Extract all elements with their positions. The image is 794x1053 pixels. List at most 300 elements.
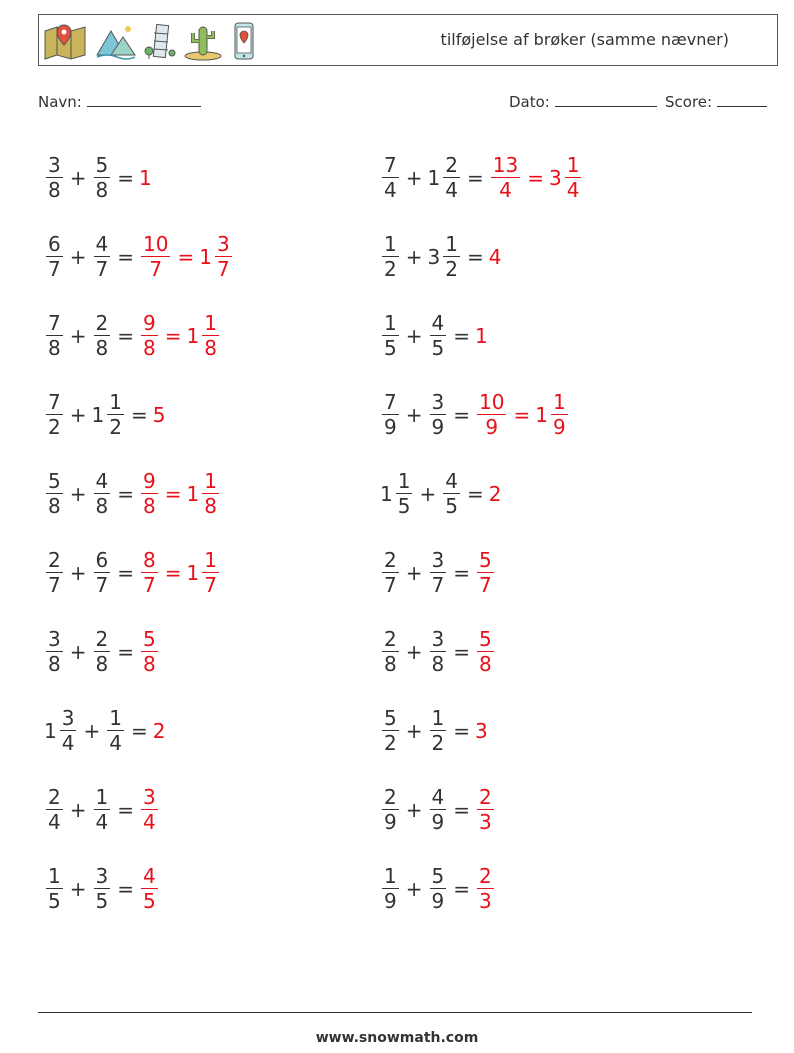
header-icons [43,19,259,63]
problem-row [380,375,583,454]
map-pin-icon [43,21,89,61]
problem-row [380,296,583,375]
numerator: 1 [109,705,122,730]
denominator: 4 [48,810,61,835]
operand [92,864,113,914]
fraction [430,706,447,756]
answer-term [139,548,160,598]
denominator: 5 [445,494,458,519]
problem-row [44,296,234,375]
operand [44,864,65,914]
operand [44,311,65,361]
denominator: 4 [109,731,122,756]
operand [428,153,462,203]
numerator: 2 [479,863,492,888]
numerator: 1 [552,389,566,414]
fraction [202,548,219,598]
whole-number: 1 [380,481,393,506]
denominator: 8 [48,336,61,361]
fraction [46,153,63,203]
numerator: 1 [204,310,217,335]
numerator: 3 [431,626,445,651]
denominator: 5 [48,889,61,914]
denominator: 7 [431,573,445,598]
plus-sign: + [83,718,101,743]
fraction [141,469,158,519]
numerator: 7 [48,389,61,414]
fraction [94,469,111,519]
denominator: 5 [384,336,397,361]
whole-number: 5 [152,402,166,427]
denominator: 8 [384,652,397,677]
fraction [46,785,63,835]
numerator: 1 [48,863,61,888]
denominator: 8 [204,494,217,519]
fraction [491,153,520,203]
denominator: 8 [143,652,156,677]
cactus-icon [183,21,223,61]
problem-row [380,217,583,296]
answer-term [489,153,522,203]
numerator: 13 [492,152,519,177]
footer-url: www.snowmath.com [315,1030,479,1046]
numerator: 9 [143,310,156,335]
numerator: 10 [143,231,169,256]
answer-term [139,864,160,914]
whole-number: 4 [488,244,502,269]
fraction [94,627,111,677]
fraction [396,469,413,519]
phone-location-icon [229,21,259,61]
denominator: 4 [61,731,75,756]
operand [428,390,449,440]
numerator: 1 [431,705,445,730]
fraction [443,469,460,519]
numerator: 4 [431,310,445,335]
equals-sign: = [117,797,134,822]
denominator: 3 [479,810,492,835]
whole-number: 1 [186,481,200,506]
numerator: 2 [384,626,397,651]
denominator: 8 [204,336,217,361]
numerator: 2 [479,784,492,809]
fraction [551,390,568,440]
operand [380,232,401,282]
numerator: 1 [566,152,580,177]
fraction [107,706,124,756]
denominator: 9 [552,415,566,440]
answer-term [139,627,160,677]
fraction [60,706,77,756]
denominator: 7 [204,573,217,598]
numerator: 5 [143,626,156,651]
problems-left-column [44,138,234,928]
plus-sign: + [405,876,423,901]
answer-term [187,469,221,519]
date-label: Dato: [509,93,550,111]
answer-term [139,232,172,282]
numerator: 3 [431,389,445,414]
problem-row [44,849,234,928]
fraction [141,864,158,914]
whole-number: 3 [475,718,488,743]
fraction [477,390,506,440]
numerator: 2 [445,152,458,177]
equals-sign: = [513,402,531,427]
fraction [46,232,63,282]
problem-row [380,691,583,770]
fraction [430,311,447,361]
answer-term [153,719,166,743]
numerator: 2 [384,547,397,572]
denominator: 7 [384,573,397,598]
denominator: 8 [143,336,156,361]
plus-sign: + [69,402,87,427]
equals-sign: = [453,560,470,585]
numerator: 1 [95,784,109,809]
fraction [94,232,111,282]
numerator: 5 [431,863,445,888]
denominator: 4 [445,178,458,203]
answer-term [187,311,221,361]
fraction [477,785,494,835]
equals-sign: = [453,876,470,901]
plus-sign: + [69,639,87,664]
numerator: 1 [204,547,217,572]
footer-divider [38,1012,752,1013]
numerator: 1 [384,231,397,256]
answer-term [475,390,508,440]
operand [441,469,462,519]
plus-sign: + [405,402,423,427]
equals-sign: = [117,244,134,269]
answer-term [549,153,583,203]
fraction [46,548,63,598]
numerator: 6 [95,547,109,572]
plus-sign: + [69,560,87,585]
denominator: 3 [479,889,492,914]
operand [380,706,401,756]
equals-sign: = [466,165,484,190]
numerator: 4 [143,863,156,888]
fraction [382,390,399,440]
whole-number: 1 [199,244,212,269]
problems-right-column [380,138,583,928]
operand [44,627,65,677]
plus-sign: + [405,323,423,348]
denominator: 9 [384,889,397,914]
fraction [94,153,111,203]
fraction [382,232,399,282]
numerator: 2 [95,626,109,651]
denominator: 8 [95,336,109,361]
numerator: 3 [48,626,61,651]
answer-term [475,719,488,743]
answer-term [187,548,221,598]
denominator: 4 [95,810,109,835]
operand [380,311,401,361]
equals-sign: = [117,639,134,664]
problem-row [44,454,234,533]
operand [428,627,449,677]
fraction [430,390,447,440]
whole-number: 1 [186,323,200,348]
problem-row [44,217,234,296]
denominator: 2 [384,257,397,282]
operand [44,390,65,440]
numerator: 9 [143,468,156,493]
operand [380,864,401,914]
whole-number: 1 [139,165,152,190]
operand [428,232,462,282]
whole-number: 2 [488,481,502,506]
denominator: 8 [48,178,61,203]
denominator: 8 [95,178,109,203]
denominator: 7 [95,257,109,282]
fraction [94,548,111,598]
answer-term [535,390,569,440]
fraction [107,390,124,440]
numerator: 2 [95,310,109,335]
leaning-tower-icon [143,21,177,61]
fraction [382,627,399,677]
equals-sign: = [453,323,470,348]
operand [92,232,113,282]
denominator: 7 [216,257,230,282]
operand [92,311,113,361]
equals-sign: = [466,481,484,506]
name-field [38,92,201,111]
denominator: 8 [143,494,156,519]
denominator: 7 [48,573,61,598]
fraction [430,627,447,677]
answer-term [199,232,233,282]
answer-term [489,482,502,506]
operand [92,469,113,519]
problem-row [380,454,583,533]
operand [44,153,65,203]
denominator: 8 [479,652,492,677]
plus-sign: + [419,481,437,506]
operand [105,706,126,756]
numerator: 5 [48,468,61,493]
operand [44,706,78,756]
operand [380,627,401,677]
operand [92,548,113,598]
fraction [477,627,494,677]
numerator: 1 [397,468,411,493]
operand [428,311,449,361]
fraction [141,311,158,361]
operand [92,153,113,203]
fraction [477,548,494,598]
equals-sign: = [117,323,134,348]
answer-term [475,324,488,348]
fraction [46,390,63,440]
fraction [215,232,232,282]
operand [44,232,65,282]
equals-sign: = [466,244,484,269]
fraction [46,864,63,914]
equals-sign: = [117,481,134,506]
numerator: 3 [95,863,109,888]
fraction [430,864,447,914]
numerator: 7 [384,389,397,414]
fraction [382,864,399,914]
operand [44,469,65,519]
whole-number: 1 [535,402,548,427]
plus-sign: + [69,481,87,506]
denominator: 9 [384,810,397,835]
problem-row [44,770,234,849]
equals-sign: = [117,560,134,585]
numerator: 5 [479,547,492,572]
equals-sign: = [453,402,470,427]
numerator: 5 [95,152,109,177]
problem-row [44,138,234,217]
numerator: 3 [61,705,75,730]
denominator: 5 [143,889,156,914]
answer-term [153,403,166,427]
numerator: 2 [48,547,61,572]
fraction [141,785,158,835]
equals-sign: = [453,639,470,664]
numerator: 6 [48,231,61,256]
denominator: 9 [384,415,397,440]
numerator: 3 [216,231,230,256]
fraction [382,785,399,835]
problem-row [380,612,583,691]
denominator: 7 [143,573,156,598]
equals-sign: = [164,323,182,348]
name-blank[interactable] [87,92,201,107]
score-blank[interactable] [717,92,767,107]
numerator: 7 [384,152,397,177]
fraction [382,311,399,361]
denominator: 9 [431,889,445,914]
numerator: 1 [384,863,397,888]
equals-sign: = [453,797,470,822]
whole-number: 2 [152,718,166,743]
fraction [94,785,111,835]
whole-number: 1 [91,402,105,427]
denominator: 2 [445,257,458,282]
whole-number: 1 [186,560,200,585]
denominator: 4 [566,178,580,203]
operand [380,469,414,519]
plus-sign: + [405,639,423,664]
fraction [46,311,63,361]
denominator: 8 [48,652,61,677]
operand [44,548,65,598]
answer-term [489,245,502,269]
operand [428,785,449,835]
fraction [430,548,447,598]
numerator: 5 [479,626,492,651]
denominator: 7 [48,257,61,282]
equals-sign: = [130,718,148,743]
fraction [141,548,158,598]
equals-sign: = [164,481,182,506]
numerator: 4 [445,468,458,493]
operand [428,548,449,598]
equals-sign: = [527,165,544,190]
denominator: 8 [431,652,445,677]
problem-row [44,612,234,691]
fraction [430,785,447,835]
fraction [46,469,63,519]
whole-number: 1 [427,165,441,190]
denominator: 7 [149,257,163,282]
denominator: 8 [48,494,61,519]
plus-sign: + [405,244,423,269]
denominator: 2 [384,731,397,756]
denominator: 2 [48,415,61,440]
numerator: 4 [431,784,445,809]
plus-sign: + [69,165,87,190]
denominator: 9 [431,415,445,440]
problem-row [44,375,234,454]
denominator: 4 [499,178,512,203]
date-field [509,92,657,111]
operand [92,390,126,440]
date-blank[interactable] [555,92,657,107]
equals-sign: = [164,560,182,585]
plus-sign: + [69,244,87,269]
equals-sign: = [117,876,134,901]
denominator: 8 [95,494,109,519]
plus-sign: + [69,876,87,901]
denominator: 7 [479,573,492,598]
plus-sign: + [405,718,423,743]
numerator: 5 [384,705,397,730]
numerator: 4 [95,468,109,493]
problem-row [380,849,583,928]
problem-row [380,533,583,612]
denominator: 9 [485,415,499,440]
denominator: 9 [431,810,445,835]
score-label: Score: [665,93,713,111]
numerator: 3 [431,547,445,572]
denominator: 5 [431,336,445,361]
answer-term [475,864,496,914]
denominator: 7 [95,573,109,598]
fraction [382,706,399,756]
fraction [141,232,170,282]
operand [92,627,113,677]
answer-term [475,548,496,598]
answer-term [475,785,496,835]
numerator: 2 [384,784,397,809]
numerator: 3 [143,784,156,809]
plus-sign: + [405,797,423,822]
fraction [382,153,399,203]
numerator: 8 [143,547,156,572]
plus-sign: + [405,560,423,585]
numerator: 1 [109,389,122,414]
fraction [202,311,219,361]
fraction [477,864,494,914]
denominator: 4 [143,810,156,835]
fraction [443,232,460,282]
operand [44,785,65,835]
operand [380,785,401,835]
numerator: 1 [204,468,217,493]
fraction [94,311,111,361]
denominator: 4 [384,178,397,203]
answer-term [139,311,160,361]
denominator: 5 [95,889,109,914]
